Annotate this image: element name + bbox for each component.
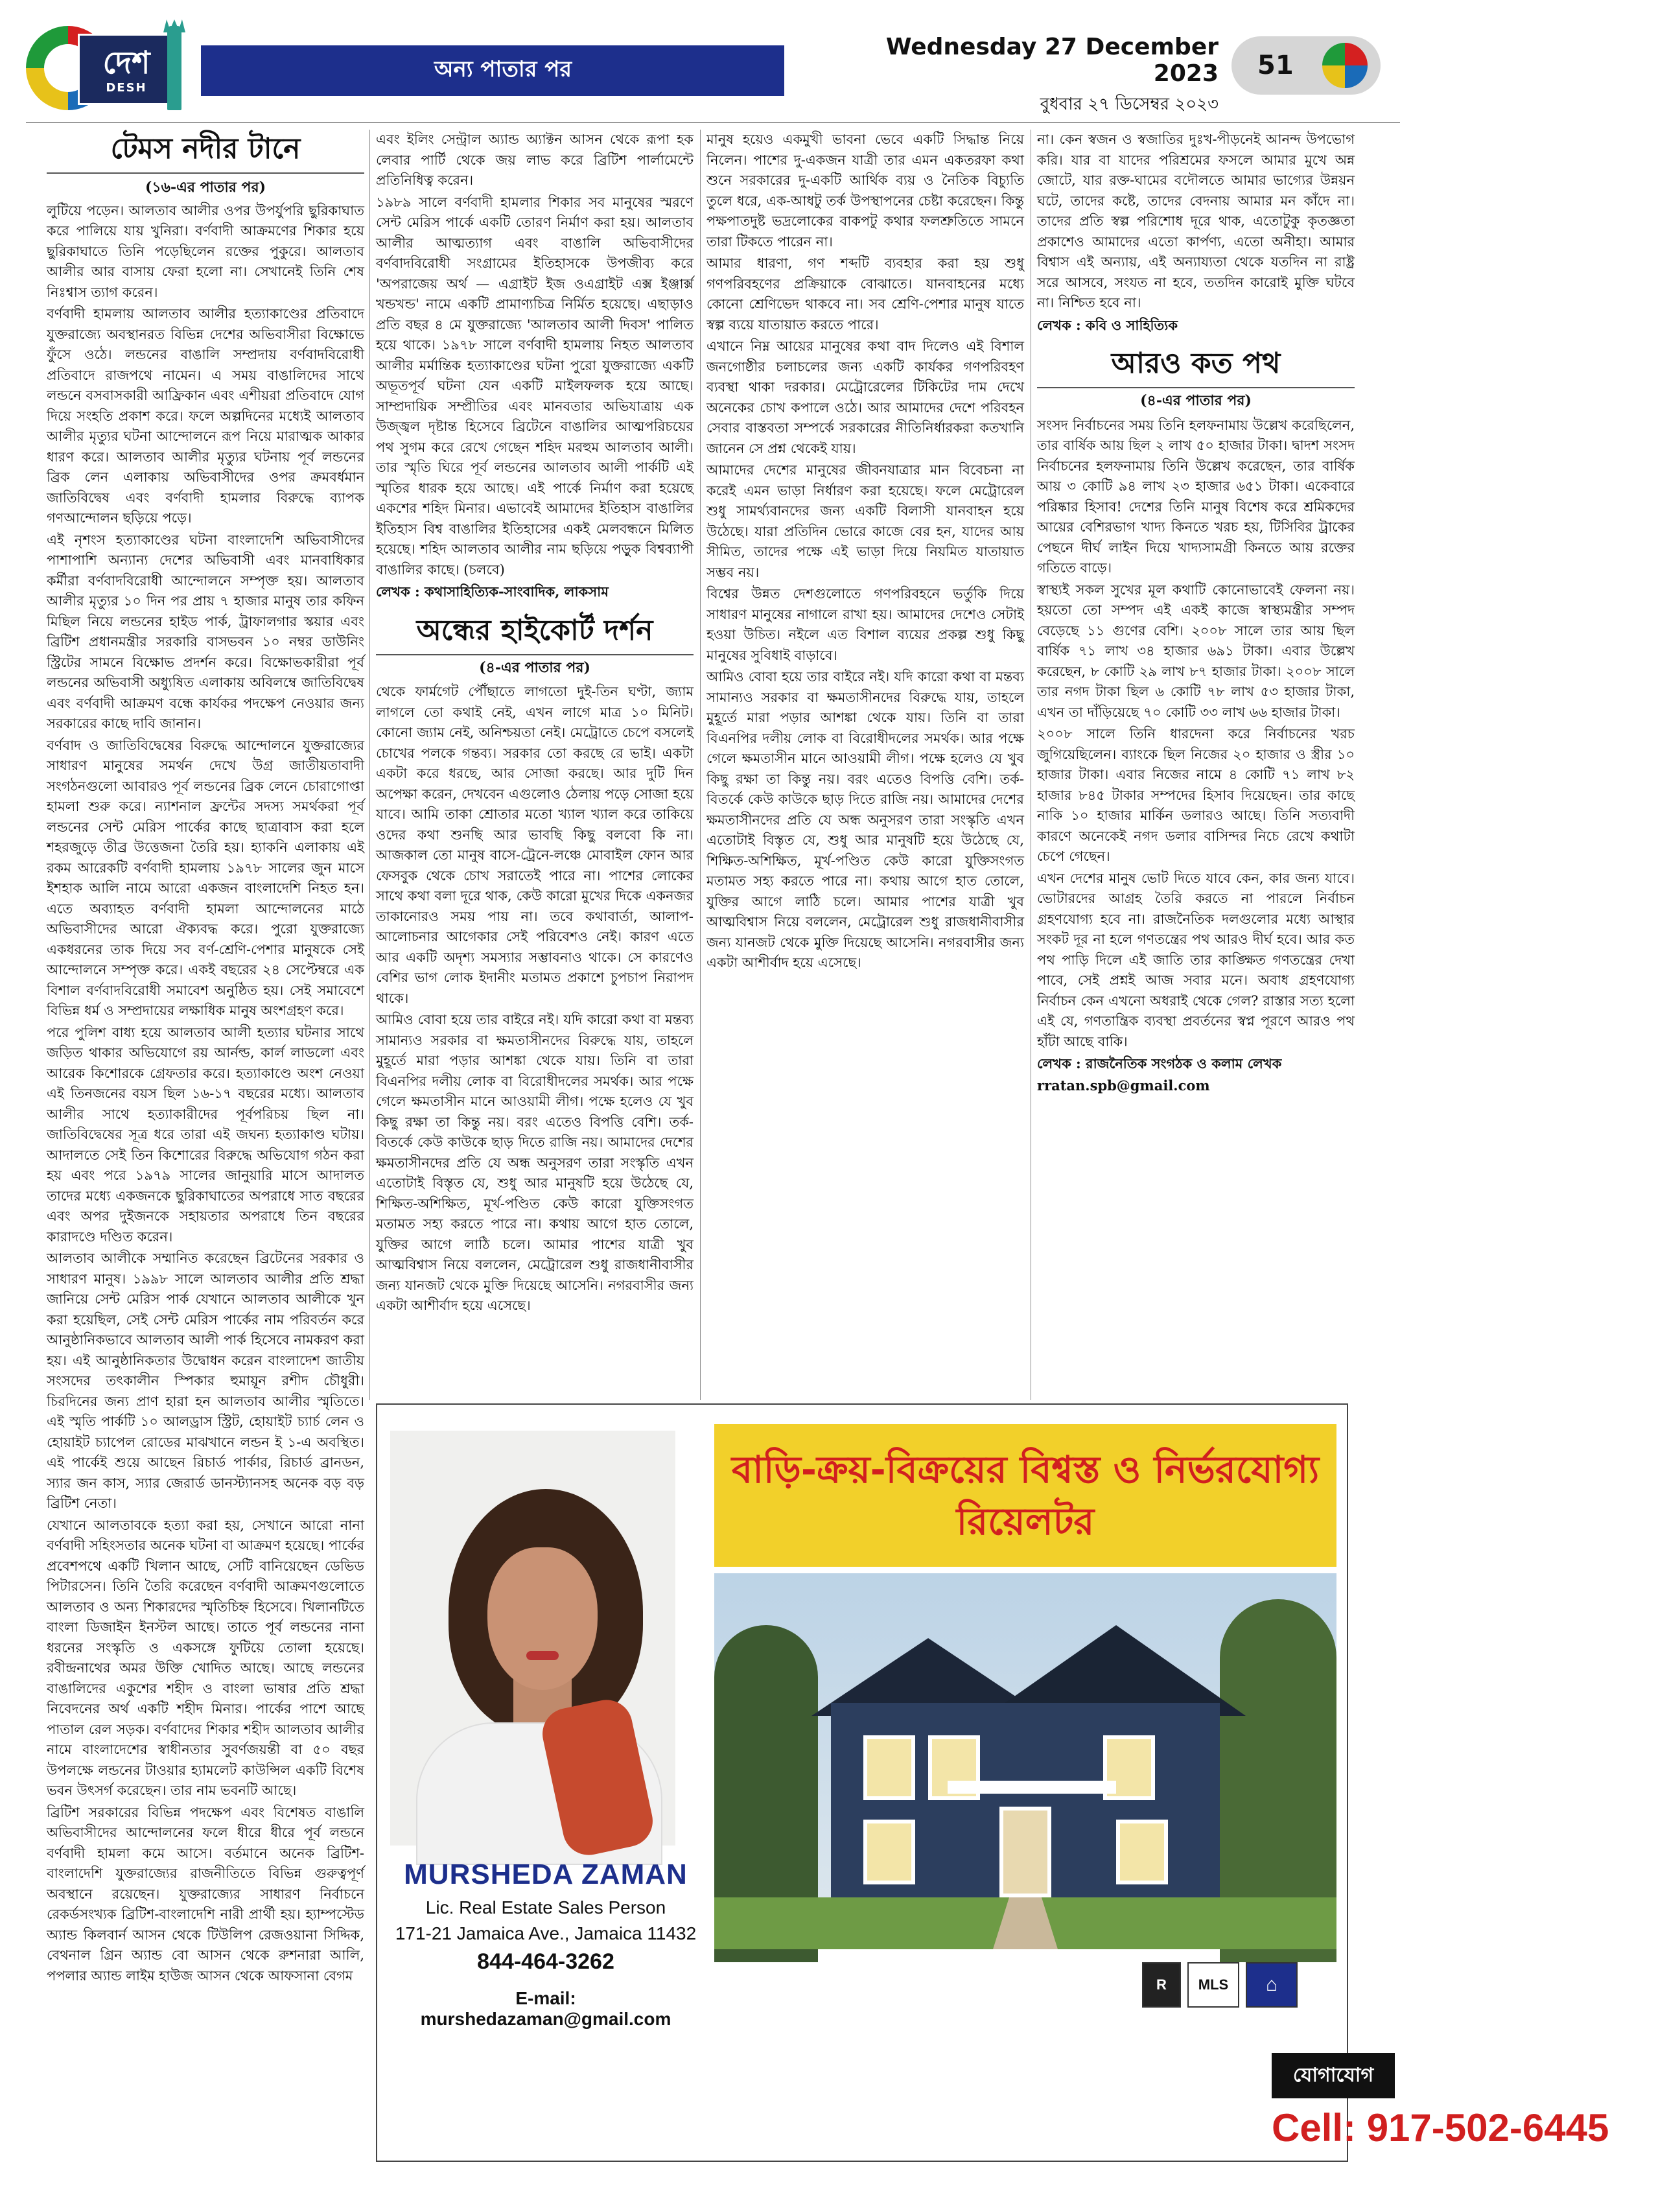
agent-address: 171-21 Jamaica Ave., Jamaica 11432 <box>395 1923 697 1943</box>
date-block <box>856 34 1219 119</box>
section-banner: অন্য পাতার পর <box>201 45 784 96</box>
date-bengali: বুধবার ২৭ ডিসেম্বর ২০২৩ <box>1040 95 1219 114</box>
article-paragraph: আমাদের দেশের মানুষের জীবনযাত্রার মান বিবেচনা না করেই এমন ভাড়া নির্ধারণ করা হয়েছে। ফলে মেট্রোরেল শুধু সামর্থ্যবানদের জন্য একটি বিলাসী যানবাহন হয়ে উঠেছে। যারা প্রতিদিন ভোরে কাজে বের হন, যাদের আয় সীমিত, তাদের পক্ষে এই ভাড়া দিয়ে নিয়মিত যাতায়াত সম্ভব নয়। <box>706 462 1024 580</box>
article-header-block <box>376 611 694 679</box>
continuation-note: (৪-এর পাতার পর) <box>479 659 590 676</box>
article-paragraph: এই নৃশংস হত্যাকাণ্ডের ঘটনা বাংলাদেশি অভিবাসীদের পাশাপাশি অন্যান্য দেশের অভিবাসী এবং মানবাধিকার কর্মীরা বর্ণবাদবিরোধী আন্দোলনে সম্পৃক্ত হয়। আলতাব আলীর মৃত্যুর ১০ দিন পর প্রায় ৭ হাজার মানুষ তার কফিন মিছিল নিয়ে লন্ডনের হাইড পার্ক, ট্রাফালগার স্কয়ার এবং ব্রিটিশ প্রধানমন্ত্রীর সরকারি বাসভবন ১০ নম্বর ডাউনিং স্ট্রিটের সামনে বিক্ষোভ প্রদর্শন করে। বিক্ষোভকারীরা পূর্ব লন্ডনের অভিবাসী অধ্যুষিত এলাকায় অবিলম্বে জাতিবিদ্বেষ এবং বর্ণবাদী আক্রমণ বন্ধে কার্যকর পদক্ষেপ নেওয়ার জন্য সরকারের কাছে দাবি জানান। <box>47 532 364 731</box>
article-headline: অন্ধের হাইকোর্ট দর্শন <box>376 611 694 655</box>
column-divider <box>369 130 370 1400</box>
article-paragraph: বিশ্বের উন্নত দেশগুলোতে গণপরিবহনে ভর্তুকি দিয়ে সাধারণ মানুষের নাগালে রাখা হয়। আমাদের দেশেও সেটাই হওয়া উচিত। নইলে এত বিশাল ব্যয়ের প্রকল্প শুধু কিছু মানুষের সুবিধাই বাড়াবে। <box>706 586 1024 663</box>
logo-box <box>78 34 175 105</box>
article-paragraph: থেকে ফার্মগেট পৌঁছাতে লাগতো দুই-তিন ঘণ্টা, জ্যাম লাগলে তো কথাই নেই, এখন লাগে মাত্র ১০ মিনিট। কোনো জ্যাম নেই, অনিশ্চয়তা নেই। মেট্রোতে চেপে বসলেই চোখের পলকে গন্তব্য। সরকার তো করছে রে ভাই। একটা একটা করে ধরছে, আর সোজা করছে। আর দুটি দিন অপেক্ষা করেন, দেখবেন এগুলোও ঠেলায় পড়ে সোজা হয়ে যাবে। আমি তাকা শ্রোতার মতো খ্যাল খ্যাল করে তাকিয়ে ওদের কথা শুনছি আর ভাবছি কিছু বলবো কি না। আজকাল তো মানুষ বাসে-ট্রেনে-লঞ্চে মোবাইল ফোন আর ফেসবুক থেকে চোখ সরাতেই পারে না। পাশের লোকের সাথে কথা বলা দূরে থাক, কেউ কারো মুখের দিকে একনজর তাকানোরও সময় পায় না। তবে কথাবার্তা, আলাপ-আলোচনার আগেকার সেই পরিবেশও নেই। কারণ এতে আর একটি অদৃশ্য সমস্যার সম্ভাবনাও থাকে। সে কারণেও বেশির ভাগ লোক ইদানীং মতামত প্রকাশে চুপচাপ নিরাপদ থাকে। <box>376 684 694 1006</box>
article-paragraph: ১৯৮৯ সালে বর্ণবাদী হামলার শিকার সব মানুষের স্মরণে সেন্ট মেরিস পার্কে একটি তোরণ নির্মাণ করা হয়। আলতাব আলীর আত্মত্যাগ এবং বাঙালি অভিবাসীদের বর্ণবাদবিরোধী সংগ্রামের ইতিহাসকে উপজীব্য করে 'অপরাজেয় অর্থ — এগ্রাইট ইজ ওএগ্রাইট এক্স ইঞ্জার্ক্স খন্ডখন্ড' নামে একটি প্রামাণ্যচিত্র নির্মিত হয়েছে। এছাড়াও প্রতি বছর ৪ মে যুক্তরাজ্যে 'আলতাব আলী দিবস' পালিত হয়ে থাকে। ১৯৭৮ সালে বর্ণবাদী হামলায় নিহত আলতাব আলীর মর্মান্তিক হত্যাকাণ্ডের ঘটনা পুরো যুক্তরাজ্যে একটি অভূতপূর্ব ঘটনা যেন একটি মাইলফলক হয়ে আছে। সাম্প্রদায়িক সম্প্রীতির এবং মানবতার অভিযাত্রায় এক উজ্জ্বল দৃষ্টান্ত হিসেবে ব্রিটেনে বাঙালির আত্মপরিচয়ের পথ সুগম করে রেখে গেছেন শহিদ মরহুম আলতাব আলী। তার স্মৃতি ঘিরে পূর্ব লন্ডনের আলতাব আলী পার্কটি এই স্মৃতির ধারক হয়ে আছে। এই পার্কে নির্মাণ করা হয়েছে একশের শহিদ মিনার। এভাবেই আমাদের ইতিহাস বাঙালির ইতিহাস বিশ্ব বাঙালির ইতিহাসের একই মেলবন্ধনে মিলিত হয়েছে। শহিদ আলতাব আলীর নাম ছড়িয়ে পড়ুক বিশ্বব্যাপী বাঙালির কাছে। (চলবে) <box>376 194 694 578</box>
article-paragraph: মানুষ হয়েও একমুখী ভাবনা ভেবে একটি সিদ্ধান্ত নিয়ে নিলেন। পাশের দু-একজন যাত্রী তার এমন একতরফা কথা শুনে সরকারের দু-একটি আর্থিক ব্যয় ও নৈতিক বিচ্যুতি তুলে ধরে, এক-আধটু তর্ক উপস্থাপনের চেষ্টা করেছেন। কিন্তু পক্ষপাতদুষ্ট ভদ্রলোকের বাকপটু কথার ফলশ্রুতিতে সামনে তারা টিকতে পারেন না। <box>706 132 1024 250</box>
equal-housing-icon: ⌂ <box>1246 1962 1298 2008</box>
photo-lips <box>526 1651 559 1660</box>
house-roof-right <box>986 1625 1246 1716</box>
page-number <box>1231 36 1381 95</box>
article-headline: টেমস নদীর টানে <box>47 130 364 174</box>
agent-email[interactable]: E-mail: murshedazaman@gmail.com <box>420 1988 671 2029</box>
article-paragraph: ব্রিটিশ সরকারের বিভিন্ন পদক্ষেপ এবং বিশেষত বাঙালি অভিবাসীদের আন্দোলনের ফলে ধীরে ধীরে পূর্ব লন্ডনে বর্ণবাদী হামলা কমে আসে। বর্তমানে অনেক ব্রিটিশ-বাংলাদেশি যুক্তরাজ্যের রাজনীতিতে বিভিন্ন গুরুত্বপূর্ণ অবস্থানে রয়েছেন। যুক্তরাজ্যের সাধারণ নির্বাচনে রেকর্ডসংখ্যক ব্রিটিশ-বাংলাদেশি নারী প্রার্থী হয়। হ্যাম্পস্টেড অ্যান্ড কিলবার্ন আসন থেকে টিউলিপ রেজওয়ানা সিদ্দিক, বেথনাল গ্রিন অ্যান্ড বো আসন থেকে রুশনারা আলি, পপলার অ্যান্ড লাইম হাউজ আসন থেকে আফসানা বেগম <box>47 1804 364 1984</box>
contact-label: যোগাযোগ <box>1272 2053 1395 2098</box>
agent-name: MURSHEDA ZAMAN <box>404 1858 688 1890</box>
agent-photo <box>390 1431 675 1846</box>
contact-cell-number[interactable]: Cell: 917-502-6445 <box>1272 2105 1609 2150</box>
realtor-advertisement <box>376 1403 1609 2162</box>
article-paragraph: এখন দেশের মানুষ ভোট দিতে যাবে কেন, কার জন্য যাবে। ভোটারদের আগ্রহ তৈরি করতে না পারলে নির্বাচন গ্রহণযোগ্য হবে না। রাজনৈতিক দলগুলোর মধ্যে আস্থার সংকট দূর না হলে গণতন্ত্রের পথ আরও দীর্ঘ হবে। আর কত পথ পাড়ি দিলে এই জাতি তার কাঙ্ক্ষিত গণতন্ত্রের দেখা পাবে, সেই প্রশ্নই আজ সবার মনে। অবাধ গ্রহণযোগ্য নির্বাচন কেন এখনো অধরাই থেকে গেল? রাস্তার সত্য হলো এই যে, গণতান্ত্রিক ব্যবস্থা প্রবর্তনের স্বপ্ন পূরণে আরও পথ হাঁটা আছে বাকি। <box>1037 870 1355 1049</box>
article-byline: লেখক : রাজনৈতিক সংগঠক ও কলাম লেখক <box>1037 1055 1282 1072</box>
statue-of-liberty-icon <box>167 26 181 110</box>
article-paragraph: না। কেন স্বজন ও স্বজাতির দুঃখ-পীড়নেই আনন্দ উপভোগ করি। যার বা যাদের পরিশ্রমের ফসলে আমার মুখে অন্ন জোটে, যার রক্ত-ঘামের বদৌলতে আমার ভাগ্যের উন্নয়ন ঘটে, তাদের কষ্টে, তাদের বেদনায় আমার মন কাঁদে না। তাদের প্রতি স্বল্প পরিশোধ দূরে থাক, এতোটুকু কৃতজ্ঞতা প্রকাশেও আমাদের এতো কার্পণ্য, এতো অনীহা। আমার বিশ্বাস এই অন্যায়, এই অন্যায্যতা থেকে যতদিন না রাষ্ট্র সরে আসবে, সংযত না হবে, ততদিন কারোই মুক্তি ঘটবে না। নিশ্চিত হবে না। <box>1037 132 1355 311</box>
house-window <box>1116 1820 1168 1884</box>
house-window <box>863 1735 915 1800</box>
mls-logo-icon: MLS <box>1187 1962 1239 2008</box>
article-byline: লেখক : কথাসাহিত্যিক-সাংবাদিক, লাকসাম <box>376 583 609 600</box>
agent-phone[interactable]: 844-464-3262 <box>477 1949 614 1974</box>
article-paragraph: যেখানে আলতাবকে হত্যা করা হয়, সেখানে আরো নানা বর্ণবাদী সহিংসতার অনেক ঘটনা বা আক্রমণ হয়েছে। পার্কের প্রবেশপথে একটি খিলান আছে, সেটি বানিয়েছেন ডেভিড পিটারসেন। তিনি তৈরি করেছেন বর্ণবাদী আক্রমণগুলোতে আলতাব ও অন্য শিকারদের স্মৃতিচিহ্ন হিসেবে। খিলানটিতে বাংলা ডিজাইন ইনস্টল আছে। তাতে পূর্ব লন্ডনের নানা ধরনের সংস্কৃতি ও একসঙ্গে ফুটিয়ে তোলা হয়েছে। রবীন্দ্রনাথের অমর উক্তি খোদিত আছে। আছে লন্ডনের বাঙালিদের একুশের শহীদ ও বাংলা ভাষার প্রতি শ্রদ্ধা নিবেদনের অর্থ একটি শহীদ মিনার। পার্কের পাশে আছে পাতাল রেল সড়ক। বর্ণবাদের শিকার শহীদ আলতাব আলীর নামে বাংলাদেশের স্বাধীনতার সুবর্ণজয়ন্তী বা ৫০ বছর উপলক্ষে লন্ডনের টাওয়ার হ্যামলেট কাউন্সিল একটি বিশেষ ভবন উৎসর্গ করেছেন। তার নাম ভবনটি আছে। <box>47 1517 364 1798</box>
column-4 <box>1037 130 1355 1400</box>
photo-face <box>487 1547 598 1690</box>
column-divider <box>700 130 701 1400</box>
agent-license: Lic. Real Estate Sales Person <box>425 1897 666 1917</box>
article-paragraph: বর্ণবাদ ও জাতিবিদ্বেষের বিরুদ্ধে আন্দোলনে যুক্তরাজ্যের সাধারণ মানুষের সমর্থন দেখে উগ্র জাতীয়তাবাদী সংগঠনগুলো আবারও পূর্ব লন্ডনের ব্রিক লেনে চোরাগোপ্তা হামলা শুরু করে। ন্যাশনাল ফ্রন্টের সদস্য সমর্থকরা পূর্ব লন্ডনের সেন্ট মেরিস পার্কের কাছে ছাত্রাবাস করা হলে শহরজুড়ে তীব্র উত্তেজনা তৈরি হয়। হ্যাকনি এলাকায় এই রকম আরেকটি বর্ণবাদী হামলায় ১৯৭৮ সালের জুন মাসে ইশহাক আলি নামে আরো একজন বাংলাদেশি নিহত হন। এতে অব্যাহত বর্ণবাদী হামলা আন্দোলনের মাঠে অভিবাসীদের আরো ঐক্যবদ্ধ করে। পুরো যুক্তরাজ্যে একধরনের তাক দিয়ে সব বর্ণ-শ্রেণি-পেশার মানুষকে সেই আন্দোলনে সম্পৃক্ত করে। একই বছরের ২৪ সেপ্টেম্বরে এক বিশাল বর্ণবাদবিরোধী সমাবেশ অনুষ্ঠিত হয়। সেই সমাবেশে বিভিন্ন ধর্ম ও সম্প্রদায়ের লক্ষাধিক মানুষ অংশগ্রহণ করে। <box>47 737 364 1018</box>
realtor-logo-icon: R <box>1142 1962 1181 2008</box>
house-window <box>863 1820 915 1884</box>
author-email[interactable]: rratan.spb@gmail.com <box>1037 1077 1210 1094</box>
page-header <box>0 0 1426 123</box>
logo-subtext: DESH <box>106 80 147 95</box>
column-2 <box>376 130 694 1400</box>
column-1 <box>47 130 364 2198</box>
article-paragraph: আলতাব আলীকে সম্মানিত করেছেন ব্রিটেনের সরকার ও সাধারণ মানুষ। ১৯৯৮ সালে আলতাব আলীর প্রতি শ্রদ্ধা জানিয়ে সেন্ট মেরিস পার্ক যেখানে আলতাব আলীকে খুন করা হয়েছিল, সেই সেন্ট মেরিস পার্কের নাম পরিবর্তন করে আনুষ্ঠানিকভাবে আলতাব আলী পার্ক হিসেবে নামকরণ করা হয়। এই আনুষ্ঠানিকতার উদ্বোধন করেন বাংলাদেশ জাতীয় সংসদের তৎকালীন স্পিকার হুমায়ূন রশীদ চৌধুরী। চিরদিনের জন্য প্রাণ হারা হন আলতাব আলীর স্মৃতিতে। এই স্মৃতি পার্কটি ১০ আলড্রাস স্ট্রিট, হোয়াইট চ্যার্চ লেন ও হোয়াইট চ্যাপেল রোডের মাঝখানে লন্ডন ই ১-এ অবস্থিত। এই পার্কেই শুয়ে আছেন রিচার্ড পার্কার, রিচার্ড ব্রানডন, স্যার জন কাস, স্যার জেরার্ড ডানস্ট্যানসহ অনেক বড় বড় ব্রিটিশ নেতা। <box>47 1250 364 1511</box>
article-paragraph: পরে পুলিশ বাধ্য হয়ে আলতাব আলী হত্যার ঘটনার সাথে জড়িত থাকার অভিযোগে রয় আর্নল্ড, কার্ল লাডলো এবং আরেক কিশোরকে গ্রেফতার করে। হত্যাকাণ্ডে অংশ নেওয়া এই তিনজনের বয়স ছিল ১৬-১৭ বছরের মধ্যে। আলতাব আলীর সাথে হত্যাকারীদের পূর্বপরিচয় ছিল না। জাতিবিদ্বেষের সূত্র ধরে তারা এই জঘন্য হত্যাকাণ্ড ঘটায়। আদালতে সেই তিন কিশোরের বিরুদ্ধে অভিযোগ গঠন করা হয় এবং পরে ১৯৭৯ সালের জানুয়ারি মাসে আদালত তাদের মধ্যে একজনকে ছুরিকাঘাতের অপরাধে সাত বছরের এবং অপর দুইজনকে সহায়তার অপরাধে তিন বছরের কারাদণ্ডে দণ্ডিত করেন। <box>47 1024 364 1245</box>
article-paragraph: এবং ইলিং সেন্ট্রাল অ্যান্ড অ্যাক্টন আসন থেকে রূপা হক লেবার পার্টি থেকে জয় লাভ করে ব্রিটিশ পার্লামেন্টে প্রতিনিধিত্ব করেন। <box>376 132 694 188</box>
continuation-note: (৪-এর পাতার পর) <box>1140 392 1252 409</box>
date-english: Wednesday 27 December 2023 <box>885 34 1219 87</box>
article-byline: লেখক : কবি ও সাহিত্যিক <box>1037 316 1178 333</box>
ad-headline: বাড়ি-ক্রয়-বিক্রয়ের বিশ্বস্ত ও নির্ভরযোগ্য রিয়েলটর <box>714 1424 1336 1567</box>
article-header-block <box>1037 344 1355 412</box>
logo-text: দেশ <box>102 44 150 81</box>
article-paragraph: লুটিয়ে পড়েন। আলতাব আলীর ওপর উপর্যুপরি ছুরিকাঘাত করে পালিয়ে যায় খুনিরা। বর্ণবাদী আক্রমণের শিকার হয়ে ছুরিকাঘাতে তিনি পড়েছিলেন রক্তের পুকুরে। আলতাব আলীর আর বাসায় ফেরা হলো না। সেখানেই তিনি শেষ নিঃশ্বাস ত্যাগ করেন। <box>47 202 364 300</box>
article-paragraph: ২০০৮ সালে তিনি ধারদেনা করে নির্বাচনের খরচ জুগিয়েছিলেন। ব্যাংকে ছিল নিজের ২০ হাজার ও স্ত্রীর ১০ হাজার টাকা। এবার নিজের নামে ৪ কোটি ৭১ লাখ ৮২ হাজার ৮৪৫ টাকার সম্পদের হিসাব দিয়েছেন। তার কাছে নাকি ১০ হাজার মার্কিন ডলারও আছে। তিনি সত্যবাদী কারণে অনেকেই নগদ ডলার বাসিন্দর নিচে রেখে কথাটা চেপে গেছেন। <box>1037 726 1355 864</box>
header-divider <box>26 122 1400 123</box>
article-paragraph: আমিও বোবা হয়ে তার বাইরে নই। যদি কারো কথা বা মন্তব্য সামান্যও সরকার বা ক্ষমতাসীনদের বিরুদ্ধে যায়, তাহলে মুহূর্তে মারা পড়ার আশঙ্কা থেকে যায়। তিনি বা তারা বিএনপির দলীয় লোক বা বিরোধীদলের সমর্থক। আর পক্ষে গেলে ক্ষমতাসীন মানে আওয়ামী লীগ। পক্ষে হলেও যে খুব কিছু রক্ষা তা কিন্তু নয়। বরং এতেও বিপত্তি বেশি। তর্ক-বিতর্কে কেউ কাউকে ছাড় দিতে রাজি নয়। আমাদের দেশের ক্ষমতাসীনদের প্রতি যে অন্ধ অনুসরণ তারা সংস্কৃতি এখন এতোটাই বিস্তৃত যে, শুধু আর মানুষটি হয়ে উঠেছে যে, শিক্ষিত-অশিক্ষিত, মূর্খ-পণ্ডিত কেউ কারো যুক্তিসংগত মতামত সহ্য করতে পারে না। কথায় আগে হাত তোলে, যুক্তির আগে লাঠি চলে। আমার পাশের যাত্রী খুব আত্মবিশ্বাস নিয়ে বললেন, মেট্রোরেল শুধু রাজধানীবাসীর জন্য যানজট থেকে মুক্তি দিয়েছে আসেনি। নগরবাসীর জন্য একটা আশীর্বাদ হয়ে এসেছে। <box>376 1012 694 1313</box>
column-3 <box>706 130 1024 1400</box>
newspaper-logo <box>26 19 194 117</box>
article-paragraph: স্বাস্থ্যই সকল সুখের মূল কথাটি কোনোভাবেই ফেলনা নয়। হয়তো তো সম্পদ এই একই কাজে স্বাস্থ্যমন্ত্রীর সম্পদ বেড়েছে ১১ গুণের বেশি। ২০০৮ সালে তার আয় ছিল বার্ষিক ৭১ লাখ ৩৪ হাজার ৬৯১ টাকা। এবার উল্লেখ করেছেন, ৮ কোটি ২৯ লাখ ৮৭ হাজার টাকা। ২০০৮ সালে তার নগদ টাকা ছিল ৬ কোটি ৭৮ লাখ ৫৩ হাজার টাকা, এখন তা দাঁড়িয়েছে ৭০ কোটি ৩৩ লাখ ৬৬ হাজার টাকা। <box>1037 581 1355 720</box>
article-paragraph: আমার ধারণা, গণ শব্দটি ব্যবহার করা হয় শুধু গণপরিবহণের প্রক্রিয়াকে বোঝাতে। যানবাহনের মধ্যে কোনো শ্রেণিভেদ থাকবে না। সব শ্রেণি-পেশার মানুষ যাতে স্বল্প ব্যয়ে যাতায়াত করতে পারে। <box>706 255 1024 333</box>
house-porch <box>948 1781 1116 1794</box>
article-paragraph: এখানে নিম্ন আয়ের মানুষের কথা বাদ দিলেও এই বিশাল জনগোষ্ঠীর চলাচলের জন্য একটি কার্যকর গণপরিবহণ ব্যবস্থা থাকা দরকার। মেট্রোরেলের টিকিটের দাম দেখে অনেকের চোখ কপালে ওঠে। আর আমাদের দেশে পরিবহন সেবার বাস্তবতা সম্পর্কে সরকারের নীতিনির্ধারকরা কতখানি জানেন সে প্রশ্ন থেকেই যায়। <box>706 338 1024 456</box>
house-photo <box>714 1573 1336 1949</box>
continuation-note: (১৬-এর পাতার পর) <box>145 179 266 196</box>
article-paragraph: বর্ণবাদী হামলায় আলতাব আলীর হত্যাকাণ্ডের প্রতিবাদে যুক্তরাজ্যে অবস্থানরত বিভিন্ন দেশের অভিবাসীরা বিক্ষোভে ফুঁসে ওঠে। লন্ডনের বাঙালি সম্প্রদায় বর্ণবাদবিরোধী প্রতিবাদে রাজপথে নামেন। এ সময় বাঙালিদের সাথে লন্ডনে বসবাসকারী আফ্রিকান এবং এশীয়রা প্রতিবাদে যোগ দিয়ে সংহতি প্রকাশ করে। ফলে অল্পদিনের মধ্যেই আলতাব আলীর মৃত্যুর ঘটনা আন্দোলনে রূপ নিয়ে মারাত্মক আকার ধারণ করে। আলতাব আলীর মৃত্যুর ঘটনায় পূর্ব লন্ডনের ব্রিক লেন এলাকায় অভিবাসীদের ওপর ক্রমবর্ধমান জাতিবিদ্বেষ এবং বর্ণবাদী হামলার বিরুদ্ধে ব্যাপক গণআন্দোলন ছড়িয়ে পড়ে। <box>47 306 364 526</box>
article-paragraph: সংসদ নির্বাচনের সময় তিনি হলফনামায় উল্লেখ করেছিলেন, তার বার্ষিক আয় ছিল ২ লাখ ৫০ হাজার টাকা। দ্বাদশ সংসদ নির্বাচনের হলফনামায় তিনি উল্লেখ করেছেন, তার বার্ষিক আয় ৩ কোটি ৯৪ লাখ ২৩ হাজার ৬৫১ টাকা। একেবারে পরিষ্কার হিসাব! দেশের তিনি মানুষ বিশেষ করে শ্রমিকদের আয়ের বেশিরভাগ খাদ্য কিনতে খরচ হয়, টিসিবির ট্রাকের পেছনে দীর্ঘ লাইন দিয়ে খাদ্যসামগ্রী কিনতে আয় রক্তের গতিতে বাড়ে। <box>1037 417 1355 576</box>
article-paragraph: আমিও বোবা হয়ে তার বাইরে নই। যদি কারো কথা বা মন্তব্য সামান্যও সরকার বা ক্ষমতাসীনদের বিরুদ্ধে যায়, তাহলে মুহূর্তে মারা পড়ার আশঙ্কা থেকে যায়। তিনি বা তারা বিএনপির দলীয় লোক বা বিরোধীদলের সমর্থক। আর পক্ষে গেলে ক্ষমতাসীন মানে আওয়ামী লীগ। পক্ষে হলেও যে খুব কিছু রক্ষা তা কিন্তু নয়। বরং এতেও বিপত্তি বেশি। তর্ক-বিতর্কে কেউ কাউকে ছাড় দিতে রাজি নয়। আমাদের দেশের ক্ষমতাসীনদের প্রতি যে অন্ধ অনুসরণ তারা সংস্কৃতি এখন এতোটাই বিস্তৃত যে, শুধু আর মানুষটি হয়ে উঠেছে যে, শিক্ষিত-অশিক্ষিত, মূর্খ-পণ্ডিত কেউ কারো যুক্তিসংগত মতামত সহ্য করতে পারে না। কথায় আগে হাত তোলে, যুক্তির আগে লাঠি চলে। আমার পাশের যাত্রী খুব আত্মবিশ্বাস নিয়ে বললেন, মেট্রোরেল শুধু রাজধানীবাসীর জন্য যানজট থেকে মুক্তি দিয়েছে আসেনি। নগরবাসীর জন্য একটা আশীর্বাদ হয়ে এসেছে। <box>706 669 1024 970</box>
page-number-text: 51 <box>1257 51 1294 80</box>
article-headline: আরও কত পথ <box>1037 344 1355 388</box>
house-door <box>999 1807 1051 1897</box>
